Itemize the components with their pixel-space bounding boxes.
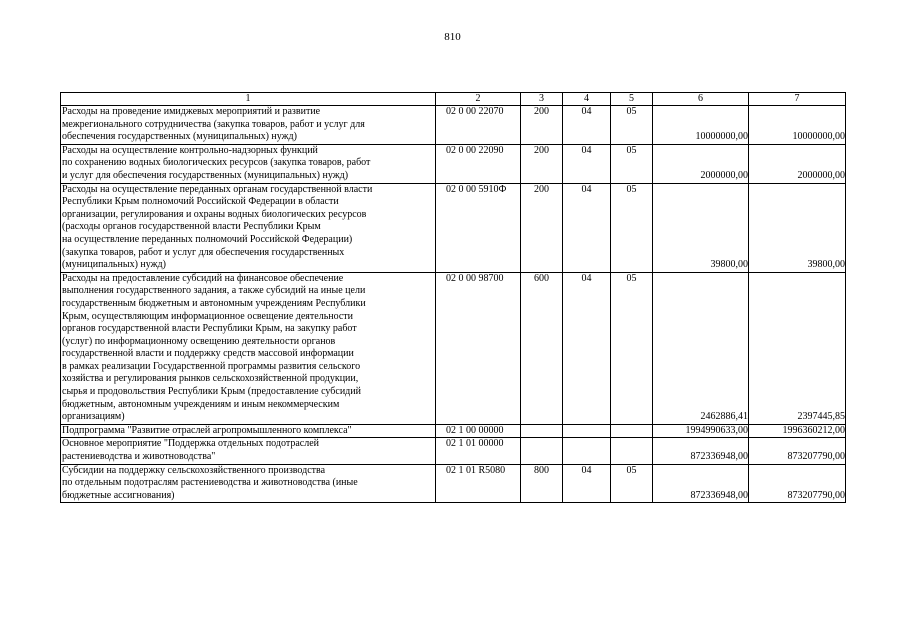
row-section [563,438,611,464]
row-subsection: 05 [611,106,653,145]
row-code: 02 0 00 5910Ф [436,183,521,272]
row-expense-type [521,424,563,438]
table-header-row [61,93,846,106]
row-description: Расходы на предоставление субсидий на финансовое обеспечение выполнения государственного задания, а также субсидий на иные цели государственным бюджетным и автономным учреждениям Республики Крым, осуществляющим информационное освещение деятельности органов государственной власти Республики Крым, на закупку работ (услуг) по информационному освещению деятельности органов государственной власти и поддержку средств массовой информации в рамках реализации Государственной программы развития сельского хозяйства и регулирования рынков сельскохозяйственной продукции, сырья и продовольствия Республики Крым (предоставление субсидий бюджетным, автономным учреждениям и иным некоммерческим организациям) [61,272,436,424]
row-description: Основное мероприятие "Поддержка отдельных подотраслей растениеводства и животноводства" [61,438,436,464]
row-amount-col6: 39800,00 [653,183,749,272]
row-amount-col7: 2000000,00 [749,144,846,183]
row-code: 02 0 00 22090 [436,144,521,183]
row-subsection [611,424,653,438]
row-code: 02 1 00 00000 [436,424,521,438]
row-section: 04 [563,464,611,503]
row-amount-col7: 873207790,00 [749,464,846,503]
row-description: Расходы на осуществление контрольно-надзорных функций по сохранению водных биологических ресурсов (закупка товаров, работ и услуг для обеспечения государственных (муниципальных) нужд) [61,144,436,183]
row-amount-col6: 2462886,41 [653,272,749,424]
row-expense-type: 800 [521,464,563,503]
budget-table [60,92,846,503]
row-expense-type: 200 [521,106,563,145]
row-subsection: 05 [611,183,653,272]
row-description: Подпрограмма "Развитие отраслей агропромышленного комплекса" [61,424,436,438]
row-subsection [611,438,653,464]
row-expense-type: 200 [521,144,563,183]
row-expense-type: 200 [521,183,563,272]
row-amount-col6: 872336948,00 [653,438,749,464]
header-cell: 5 [611,93,653,106]
row-amount-col6: 1994990633,00 [653,424,749,438]
row-description: Расходы на проведение имиджевых мероприятий и развитие межрегионального сотрудничества (закупка товаров, работ и услуг для обеспечения государственных (муниципальных) нужд) [61,106,436,145]
header-cell: 4 [563,93,611,106]
table-row [61,424,846,438]
row-expense-type: 600 [521,272,563,424]
row-description: Субсидии на поддержку сельскохозяйственного производства по отдельным подотраслям растениеводства и животноводства (иные бюджетные ассигнования) [61,464,436,503]
table-row [61,144,846,183]
row-code: 02 0 00 98700 [436,272,521,424]
row-amount-col7: 1996360212,00 [749,424,846,438]
table-row [61,183,846,272]
row-amount-col7: 873207790,00 [749,438,846,464]
header-cell: 1 [61,93,436,106]
header-cell: 2 [436,93,521,106]
row-code: 02 1 01 00000 [436,438,521,464]
row-amount-col6: 872336948,00 [653,464,749,503]
table-row [61,106,846,145]
row-subsection: 05 [611,144,653,183]
table-row [61,464,846,503]
row-subsection: 05 [611,464,653,503]
row-section: 04 [563,272,611,424]
table-row [61,272,846,424]
row-amount-col7: 10000000,00 [749,106,846,145]
header-cell: 3 [521,93,563,106]
row-code: 02 0 00 22070 [436,106,521,145]
row-amount-col7: 2397445,85 [749,272,846,424]
row-amount-col6: 2000000,00 [653,144,749,183]
row-amount-col6: 10000000,00 [653,106,749,145]
row-amount-col7: 39800,00 [749,183,846,272]
header-cell: 6 [653,93,749,106]
row-section: 04 [563,144,611,183]
row-description: Расходы на осуществление переданных органам государственной власти Республики Крым полномочий Российской Федерации в области организации, регулирования и охраны водных биологических ресурсов (расходы органов государственной власти Республики Крым на осуществление переданных полномочий Российской Федерации) (закупка товаров, работ и услуг для обеспечения государственных (муниципальных) нужд) [61,183,436,272]
page-number: 810 [444,31,461,43]
row-section: 04 [563,106,611,145]
header-cell: 7 [749,93,846,106]
row-section [563,424,611,438]
row-subsection: 05 [611,272,653,424]
row-code: 02 1 01 R5080 [436,464,521,503]
row-expense-type [521,438,563,464]
row-section: 04 [563,183,611,272]
table-row [61,438,846,464]
